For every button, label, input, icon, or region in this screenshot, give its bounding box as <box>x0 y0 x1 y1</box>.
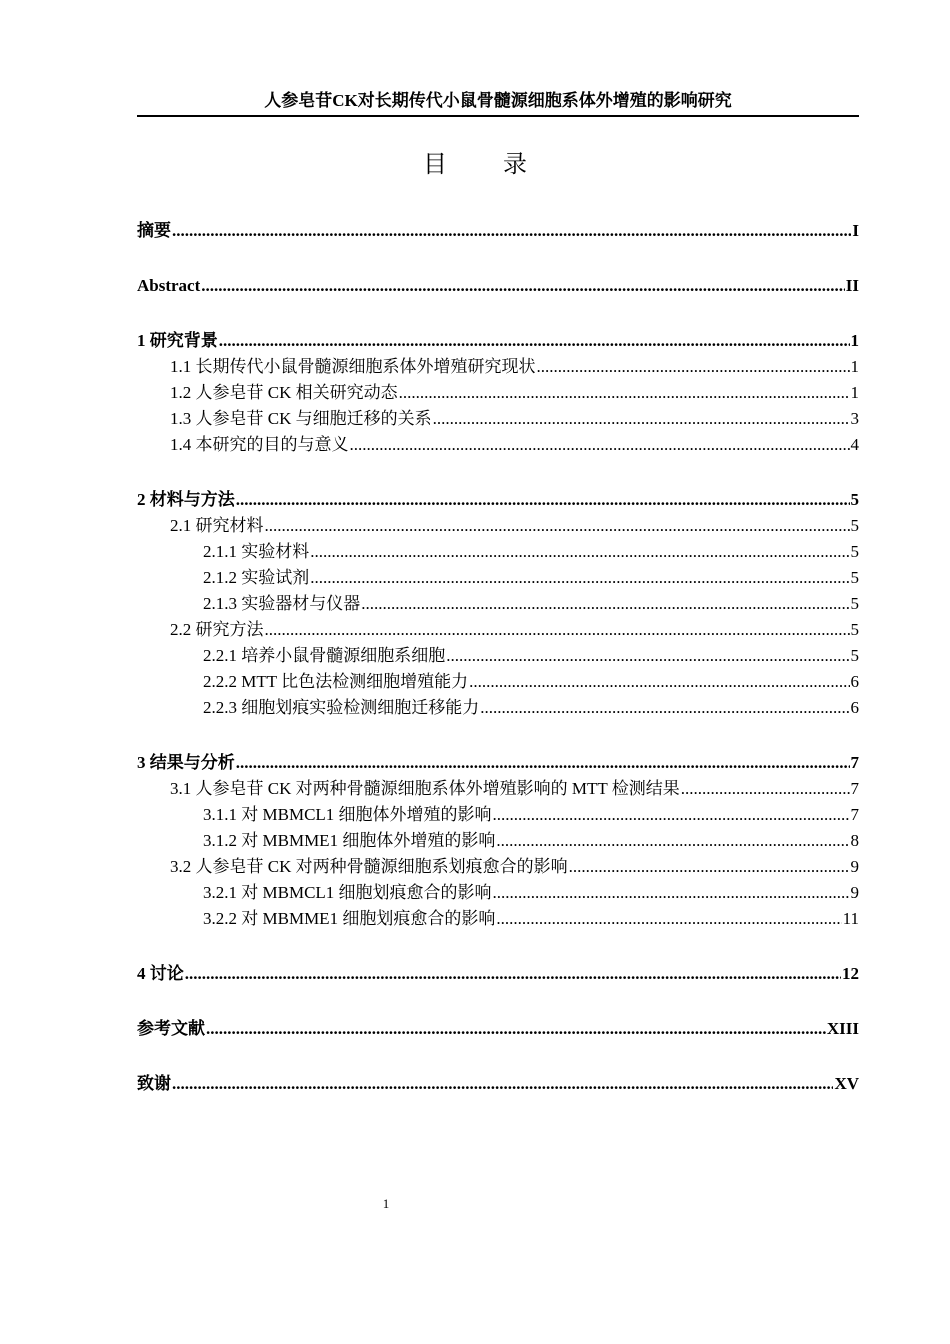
toc-entry-2-2[interactable] <box>137 617 859 643</box>
dot-leader <box>361 591 849 617</box>
dot-leader <box>496 906 841 932</box>
table-of-contents <box>137 218 859 1097</box>
dot-leader <box>399 380 850 406</box>
dot-leader <box>201 273 845 299</box>
toc-entry-label: 摘要 <box>137 221 171 240</box>
toc-entry-label: 参考文献 <box>137 1019 205 1038</box>
toc-entry-label: 1.3 人参皂苷 CK 与细胞迁移的关系 <box>170 409 432 428</box>
toc-entry-3-2-2[interactable] <box>137 906 859 932</box>
dot-leader <box>219 328 850 354</box>
toc-entry-page: 1 <box>850 331 859 350</box>
toc-entry-label: 1.1 长期传代小鼠骨髓源细胞系体外增殖研究现状 <box>170 357 536 376</box>
toc-entry-page: 1 <box>850 357 859 376</box>
dot-leader <box>172 1071 833 1097</box>
toc-entry-2-1-2[interactable] <box>137 565 859 591</box>
toc-entry-page: 8 <box>850 831 859 850</box>
toc-entry-page: 5 <box>850 516 859 535</box>
toc-entry-2-2-3[interactable] <box>137 695 859 721</box>
toc-entry-label: 2.2 研究方法 <box>170 620 264 639</box>
toc-entry-section-4[interactable] <box>137 961 859 987</box>
toc-entry-page: XIII <box>826 1019 859 1038</box>
toc-entry-section-1[interactable] <box>137 328 859 354</box>
toc-entry-label: 2.1 研究材料 <box>170 516 264 535</box>
dot-leader <box>469 669 849 695</box>
dot-leader <box>172 218 851 244</box>
toc-entry-references[interactable] <box>137 1016 859 1042</box>
toc-entry-label: 4 讨论 <box>137 964 184 983</box>
toc-entry-label: 3.1 人参皂苷 CK 对两种骨髓源细胞系体外增殖影响的 MTT 检测结果 <box>170 779 680 798</box>
dot-leader <box>569 854 850 880</box>
toc-entry-page: 7 <box>850 779 859 798</box>
toc-entry-label: 2.2.1 培养小鼠骨髓源细胞系细胞 <box>203 646 446 665</box>
toc-entry-2-1[interactable] <box>137 513 859 539</box>
dot-leader <box>310 565 849 591</box>
dot-leader <box>206 1016 826 1042</box>
dot-leader <box>537 354 850 380</box>
toc-entry-page: 12 <box>842 964 859 983</box>
toc-entry-page: 7 <box>850 805 859 824</box>
toc-entry-label: 1.2 人参皂苷 CK 相关研究动态 <box>170 383 398 402</box>
toc-entry-section-2[interactable] <box>137 487 859 513</box>
toc-entry-abstract-en[interactable] <box>137 273 859 299</box>
toc-entry-1-1[interactable] <box>137 354 859 380</box>
toc-entry-2-2-2[interactable] <box>137 669 859 695</box>
toc-entry-section-3[interactable] <box>137 750 859 776</box>
toc-entry-label: 2.1.3 实验器材与仪器 <box>203 594 361 613</box>
toc-entry-3-1-1[interactable] <box>137 802 859 828</box>
toc-entry-3-2-1[interactable] <box>137 880 859 906</box>
dot-leader <box>493 880 850 906</box>
toc-title <box>0 150 950 180</box>
toc-entry-label: 3.2.1 对 MBMCL1 细胞划痕愈合的影响 <box>203 883 492 902</box>
toc-entry-3-2[interactable] <box>137 854 859 880</box>
dot-leader <box>236 750 850 776</box>
toc-entry-page: 5 <box>850 646 859 665</box>
toc-entry-page: 4 <box>850 435 859 454</box>
toc-title-char-2: 录 <box>503 152 527 178</box>
dot-leader <box>350 432 850 458</box>
toc-entry-page: XV <box>834 1074 859 1093</box>
dot-leader <box>446 643 849 669</box>
toc-entry-abstract-cn[interactable] <box>137 218 859 244</box>
dot-leader <box>480 695 849 721</box>
toc-entry-1-2[interactable] <box>137 380 859 406</box>
toc-entry-page: 6 <box>850 672 859 691</box>
toc-entry-2-1-1[interactable] <box>137 539 859 565</box>
toc-entry-2-1-3[interactable] <box>137 591 859 617</box>
toc-entry-page: 5 <box>850 490 859 509</box>
toc-entry-page: 5 <box>850 568 859 587</box>
dot-leader <box>185 961 841 987</box>
dot-leader <box>496 828 849 854</box>
toc-entry-page: I <box>852 221 859 240</box>
toc-entry-label: 1 研究背景 <box>137 331 218 350</box>
toc-entry-page: 5 <box>850 620 859 639</box>
dot-leader <box>265 617 850 643</box>
toc-entry-label: 1.4 本研究的目的与意义 <box>170 435 349 454</box>
toc-entry-page: 6 <box>850 698 859 717</box>
header-rule <box>137 115 859 117</box>
dot-leader <box>433 406 850 432</box>
toc-entry-page: 3 <box>850 409 859 428</box>
toc-entry-page: 5 <box>850 594 859 613</box>
toc-entry-page: 9 <box>850 857 859 876</box>
toc-entry-label: 2.2.2 MTT 比色法检测细胞增殖能力 <box>203 672 469 691</box>
toc-entry-label: 3.1.1 对 MBMCL1 细胞体外增殖的影响 <box>203 805 492 824</box>
toc-entry-label: 致谢 <box>137 1074 171 1093</box>
running-header-title: 人参皂苷CK对长期传代小鼠骨髓源细胞系体外增殖的影响研究 <box>264 91 732 110</box>
dot-leader <box>310 539 849 565</box>
toc-title-char-1: 目 <box>423 152 447 178</box>
toc-entry-label: 2.1.2 实验试剂 <box>203 568 310 587</box>
toc-entry-1-4[interactable] <box>137 432 859 458</box>
toc-entry-label: 3 结果与分析 <box>137 753 235 772</box>
dot-leader <box>493 802 850 828</box>
toc-entry-3-1[interactable] <box>137 776 859 802</box>
toc-entry-1-3[interactable] <box>137 406 859 432</box>
toc-entry-label: 2 材料与方法 <box>137 490 235 509</box>
toc-entry-3-1-2[interactable] <box>137 828 859 854</box>
toc-entry-label: Abstract <box>137 276 201 295</box>
toc-entry-page: 9 <box>850 883 859 902</box>
toc-entry-label: 2.1.1 实验材料 <box>203 542 310 561</box>
toc-entry-label: 3.2 人参皂苷 CK 对两种骨髓源细胞系划痕愈合的影响 <box>170 857 568 876</box>
toc-entry-page: 1 <box>850 383 859 402</box>
toc-entry-page: 11 <box>842 909 859 928</box>
toc-entry-label: 3.1.2 对 MBMME1 细胞体外增殖的影响 <box>203 831 496 850</box>
toc-entry-page: 7 <box>850 753 859 772</box>
dot-leader <box>681 776 850 802</box>
page-number: 1 <box>382 1196 390 1211</box>
toc-entry-acknowledgements[interactable] <box>137 1071 859 1097</box>
toc-entry-page: 5 <box>850 542 859 561</box>
toc-entry-label: 2.2.3 细胞划痕实验检测细胞迁移能力 <box>203 698 480 717</box>
toc-entry-page: II <box>845 276 859 295</box>
toc-entry-label: 3.2.2 对 MBMME1 细胞划痕愈合的影响 <box>203 909 496 928</box>
dot-leader <box>236 487 850 513</box>
toc-entry-2-2-1[interactable] <box>137 643 859 669</box>
dot-leader <box>265 513 850 539</box>
